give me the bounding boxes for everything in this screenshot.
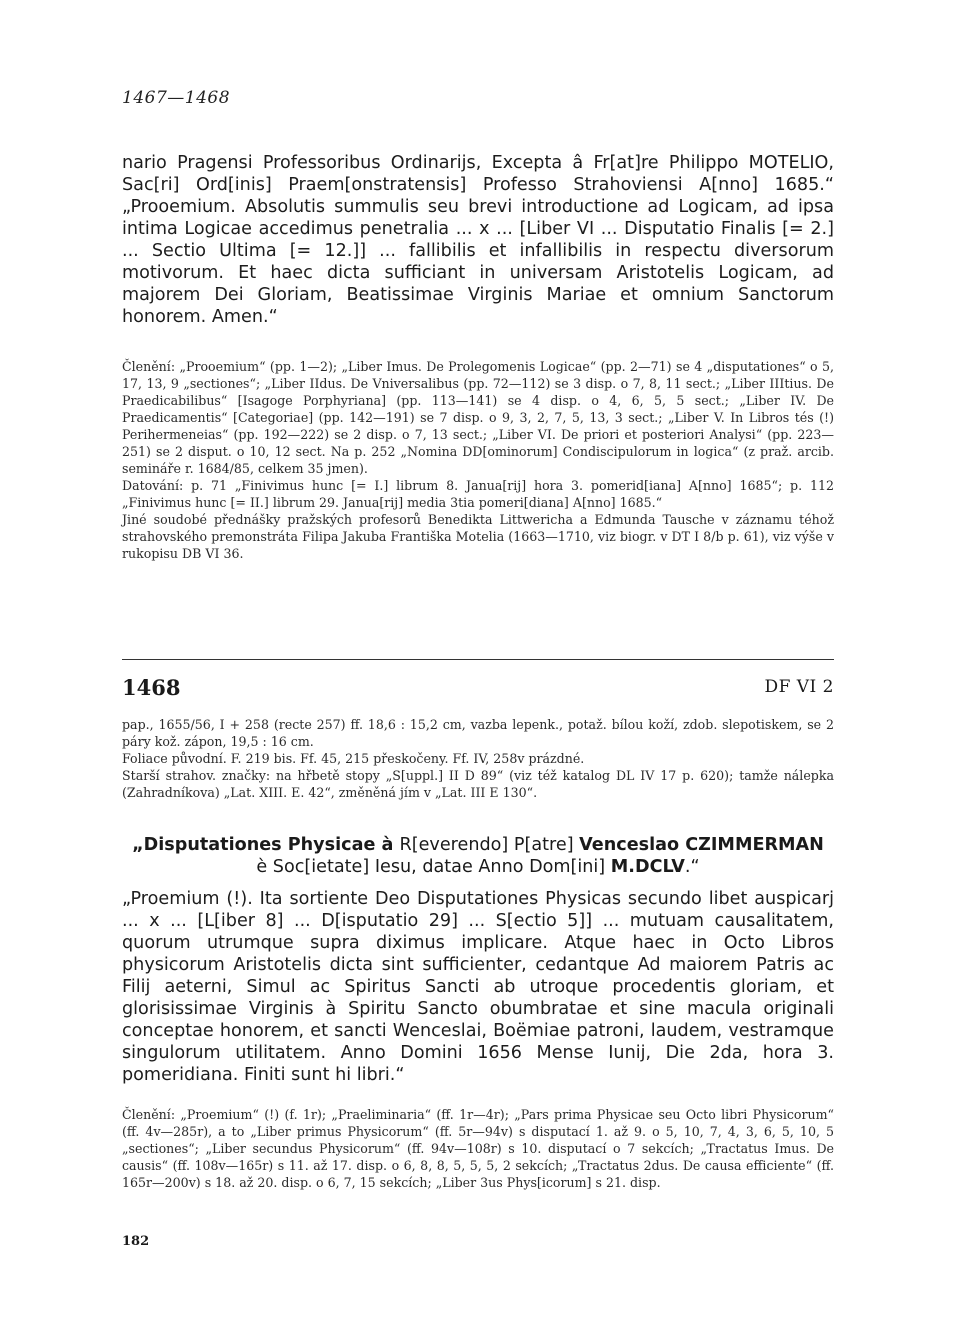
title-line-1: „Disputationes Physicae à R[everendo] P[atre] Venceslao CZIMMERMAN (132, 835, 824, 855)
entry-number: 1468 (122, 675, 181, 700)
section-divider (122, 659, 834, 660)
entry-1468-physical-description (122, 716, 834, 801)
entry-1467-structure-note: Členění: „Prooemium“ (pp. 1—2); „Liber Imus. De Prolegomenis Logicae“ (pp. 2—71) se 4 „disputationes“ o 5, 17, 13, 9 „sectiones“; „Liber IIdus. De Vniversalibus (pp. 72—112) se 3 disp. o 7, 8, 11 sect.; „Liber IIItius. De Praedicabilibus“ [Isagoge Porphyriana] (pp. 113—141) se 4 disp. o 4, 6, 5, 5 sect.; „Liber IV. De Praedicamentis“ [Categoriae] (pp. 142—191) se 7 disp. o 9, 3, 2, 7, 5, 13, 3 sect.; „Liber V. In Libros tés (!) Perihermeneias“ (pp. 192—222) se 2 disp. o 7, 13 sect.; „Liber VI. De priori et posteriori Analysi“ (pp. 223—251) se 2 disput. o 10, 12 sect. Na p. 252 „Nomina DD[ominorum] Condiscipulorum in logica“ (z praž. arcib. semináře r. 1684/85, celkem 35 jmen). (122, 359, 834, 476)
description-foliation: Foliace původní. F. 219 bis. Ff. 45, 215 přeskočeny. Ff. IV, 258v prázdné. (122, 751, 585, 766)
manuscript-title (122, 834, 834, 878)
entry-1468-structure (122, 1106, 834, 1191)
page-number: 182 (122, 1234, 150, 1249)
entry-1467-related-note: Jiné soudobé přednášky pražských profesorů Benedikta Littwericha a Edmunda Tausche v záznamu téhož strahovského premonstráta Filipa Jakuba Františka Motelia (1663—1710, viz biogr. v DT I 8/b p. 61), viz výše v rukopisu DB VI 36. (122, 512, 834, 561)
entry-1468-incipit-explicit (122, 888, 834, 1086)
entry-1468-structure-note: Členění: „Proemium“ (!) (f. 1r); „Praeliminaria“ (ff. 1r—4r); „Pars prima Physicae seu Octo libri Physicorum“ (ff. 4v—285r), a to „Liber primus Physicorum“ (ff. 5r—94v) s disputací 1. až 9. o 5, 10, 7, 4, 3, 6, 5, 10, 5 „sectiones“; „Liber secundus Physicorum“ (ff. 94v—108r) s 10. disputací o 7 sekcích; „Tractatus Imus. De causis“ (ff. 108v—165r) s 11. až 17. disp. o 6, 8, 8, 5, 5, 5, 2 sekcích; „Tractatus 2dus. De causa efficiente“ (ff. 165r—200v) s 18. až 20. disp. o 6, 7, 15 sekcích; „Liber 3us Phys[icorum] s 21. disp. (122, 1107, 834, 1190)
description-older-signatures: Starší strahov. značky: na hřbetě stopy „S[uppl.] II D 89“ (viz též katalog DL IV 17 p. 620); tamže nálepka (Zahradníkova) „Lat. XIII. E. 42“, změněná jím v „Lat. III E 130“. (122, 768, 834, 800)
running-header: 1467—1468 (122, 88, 231, 108)
entry-1467-dating-note: Datování: p. 71 „Finivimus hunc [= I.] librum 8. Janua[rij] hora 3. pomerid[iana] A[nno] 1685“; p. 112 „Finivimus hunc [= II.] librum 29. Janua[rij] media 3tia pomeri[diana] A[nno] 1685.“ (122, 478, 834, 510)
shelfmark: DF VI 2 (764, 677, 834, 697)
entry-1468-body-text: „Proemium (!). Ita sortiente Deo Disputationes Physicas secundo libet auspicarj ... x ... [L[iber 8] ... D[isputatio 29] ... S[ectio 5]] ... mutuam causalitatem, quorum utrumque supra diximus implicare. Atque haec in Octo Libros physicorum Aristotelis dicta sint sufficienter, cedantque Ad maiorem Patris ac Filij aeterni, Simul ac Spiritus Sancti ab utroque procedentis gloriam, et glorisissimae Virginis à Spiritu Sancto obumbratae et sine macula originali conceptae honorem, et sancti Wenceslai, Boëmiae patroni, laudem, vestramque singulorum utilitatem. Anno Domini 1656 Mense Iunij, Die 2da, hora 3. pomeridiana. Finiti sunt hi libri.“ (122, 889, 834, 1085)
entry-1467-continuation (122, 152, 834, 328)
title-line-2: è Soc[ietate] Iesu, datae Anno Dom[ini] M.DCLV.“ (256, 857, 700, 877)
description-material: pap., 1655/56, I + 258 (recte 257) ff. 18,6 : 15,2 cm, vazba lepenk., potaž. bílou koží, zdob. slepotiskem, se 2 páry kož. zápon, 19,5 : 16 cm. (122, 717, 834, 749)
entry-1467-notes (122, 358, 834, 562)
entry-1467-body-text: nario Pragensi Professoribus Ordinarijs, Excepta â Fr[at]re Philippo MOTELIO, Sac[ri] Ord[inis] Praem[onstratensis] Professo Strahoviensi A[nno] 1685.“ „Prooemium. Absolutis summulis seu brevi introductione ad Logicam, ad ipsa intima Logicae accedimus penetralia ... x ... [Liber VI ... Disputatio Finalis [= 2.] ... Sectio Ultima [= 12.]] ... fallibilis et infallibilis in respectu diversorum motivorum. Et haec dicta sufficiant in universam Aristotelis Logicam, ad majorem Dei Gloriam, Beatissimae Virginis Mariae et omnium Sanctorum honorem. Amen.“ (122, 153, 834, 327)
